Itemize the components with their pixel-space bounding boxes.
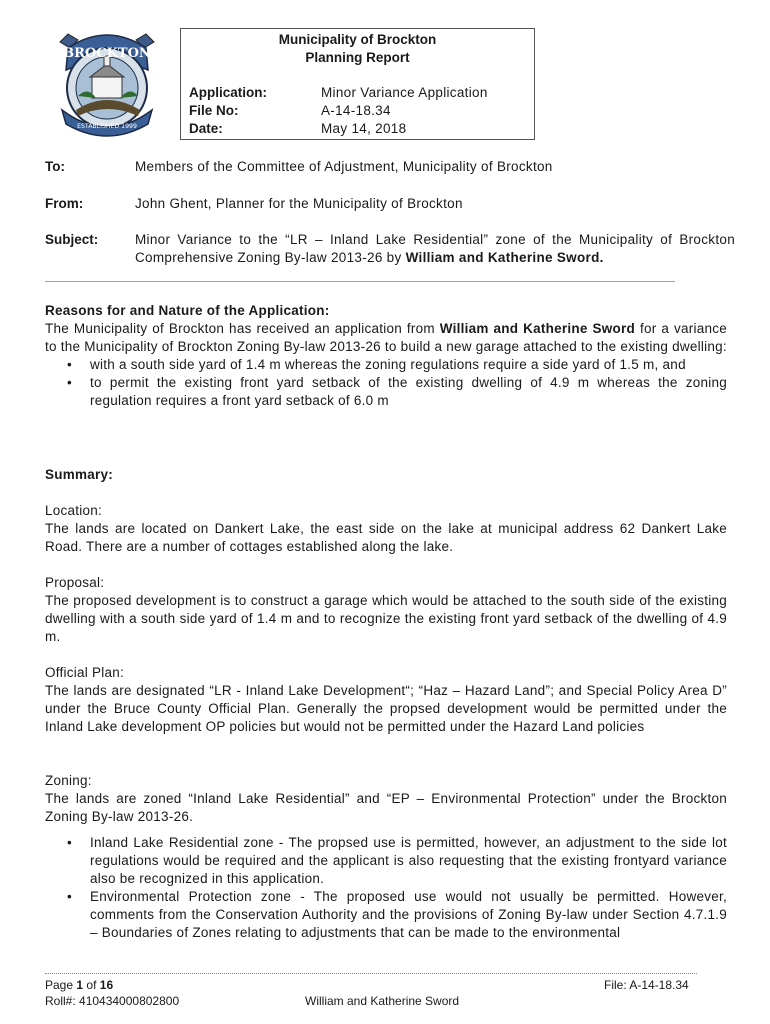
proposal-section bbox=[45, 574, 727, 646]
date-value: May 14, 2018 bbox=[321, 121, 407, 136]
logo-established: ESTABLISHED 1999 bbox=[77, 123, 137, 130]
location-section bbox=[45, 502, 727, 556]
logo-name: BROCKTON bbox=[63, 46, 151, 61]
reasons-section bbox=[45, 302, 727, 410]
footer-file: File: A-14-18.34 bbox=[604, 978, 689, 992]
page-total: 16 bbox=[99, 978, 114, 992]
subject-value bbox=[135, 231, 735, 267]
memo-subject bbox=[45, 231, 735, 271]
official-plan-section bbox=[45, 664, 727, 736]
report-header-box bbox=[180, 28, 535, 140]
zoning-list bbox=[45, 834, 727, 942]
summary-heading: Summary: bbox=[45, 467, 114, 482]
page-prefix: Page bbox=[45, 978, 74, 992]
zoning-label: Zoning: bbox=[45, 773, 92, 788]
subject-label: Subject: bbox=[45, 232, 99, 247]
subject-text: Minor Variance to the “LR – Inland Lake Residential” zone of the Municipality of Brockton Comprehensive Zoning By-law 2013-26 by bbox=[135, 232, 735, 265]
reasons-heading: Reasons for and Nature of the Application: bbox=[45, 303, 330, 318]
zoning-text: The lands are zoned “Inland Lake Residential” and “EP – Environmental Protection” under the Brockton Zoning By-law 2013-26. bbox=[45, 791, 727, 824]
brockton-logo bbox=[48, 24, 166, 142]
file-no-label: File No: bbox=[189, 103, 239, 118]
zoning-section bbox=[45, 772, 727, 942]
roll-number: Roll#: 410434000802800 bbox=[45, 994, 180, 1008]
from-label: From: bbox=[45, 196, 84, 211]
proposal-label: Proposal: bbox=[45, 575, 105, 590]
reasons-intro bbox=[45, 320, 727, 356]
location-text: The lands are located on Dankert Lake, the east side on the lake at municipal address 62 Dankert Lake Road. There are a number of cottages established along the lake. bbox=[45, 521, 727, 554]
application-value: Minor Variance Application bbox=[321, 85, 488, 100]
list-item: • Environmental Protection zone - The proposed use would not usually be permitted. However, comments from the Conservation Authority and the provisions of Zoning By-law under Section 4.7.1.9 – Boundaries of Zones relating to adjustments that can be made to the environmental bbox=[45, 888, 727, 942]
from-value: John Ghent, Planner for the Municipality of Brockton bbox=[135, 196, 463, 211]
official-plan-label: Official Plan: bbox=[45, 665, 125, 680]
to-value: Members of the Committee of Adjustment, Municipality of Brockton bbox=[135, 159, 553, 174]
reasons-intro-pre: The Municipality of Brockton has received an application from bbox=[45, 321, 435, 336]
header-divider bbox=[45, 281, 675, 282]
reasons-list bbox=[45, 356, 727, 410]
proposal-text: The proposed development is to construct a garage which would be attached to the south side of the existing dwelling with a south side yard of 1.4 m and to recognize the existing front yard setback of the dwelling of 4.9 m. bbox=[45, 593, 727, 644]
subject-owner: William and Katherine Sword. bbox=[405, 250, 604, 265]
reasons-owner: William and Katherine Sword bbox=[439, 321, 636, 336]
location-label: Location: bbox=[45, 503, 103, 518]
list-item: • to permit the existing front yard setback of the existing dwelling of 4.9 m whereas the zoning regulation requires a front yard setback of 6.0 m bbox=[45, 374, 727, 410]
reasons-intro-post: for a variance to the Municipality of Brockton Zoning By-law 2013-26 to build a new garage attached to the existing dwelling: bbox=[45, 321, 727, 354]
footer-owners: William and Katherine Sword bbox=[305, 994, 460, 1008]
date-label: Date: bbox=[189, 121, 223, 136]
report-municipality: Municipality of Brockton bbox=[278, 32, 437, 47]
report-type: Planning Report bbox=[305, 50, 410, 65]
to-label: To: bbox=[45, 159, 65, 174]
footer-rule bbox=[45, 973, 697, 974]
page-current: 1 bbox=[76, 978, 84, 992]
file-no-value: A-14-18.34 bbox=[321, 103, 391, 118]
page-of: of bbox=[86, 978, 97, 992]
list-item: • with a south side yard of 1.4 m whereas the zoning regulations require a side yard of 1.5 m, and bbox=[45, 356, 727, 374]
application-label: Application: bbox=[189, 85, 267, 100]
page-number bbox=[45, 978, 113, 992]
list-item: • Inland Lake Residential zone - The propsed use is permitted, however, an adjustment to the side lot regulations would be required and the applicant is also requesting that the existing frontyard variance also be recognized in this application. bbox=[45, 834, 727, 888]
official-plan-text: The lands are designated “LR - Inland Lake Development“; “Haz – Hazard Land”; and Special Policy Area D” under the Bruce County Official Plan. Generally the propsed development would be permitted under the Inland Lake development OP policies but would not be permitted under the Hazard Land policies bbox=[45, 683, 727, 734]
